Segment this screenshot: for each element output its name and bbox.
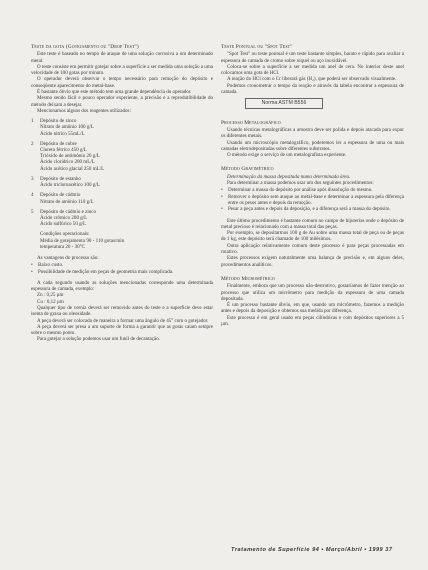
- item-line: Nitrato de amônio 100 g/L: [40, 124, 94, 131]
- item-line: Nitrato de amônio 110 g/L: [40, 198, 94, 205]
- advantages-list: [31, 262, 213, 275]
- paragraph: O operador deverá observar o tempo necessário para remoção do depósito e conseqüente aparecimento do metal-base.: [31, 76, 213, 89]
- left-column: [31, 44, 213, 343]
- item-line: Depósito de estanho: [40, 175, 81, 182]
- procedures-list: [221, 187, 404, 212]
- example-line: Cu : 0,12 µm: [37, 298, 64, 305]
- list-item: • Possibilidade de medição em peças de geometria mais complicada.: [31, 269, 213, 275]
- paragraph: Para gotejar a solução podemos usar um funil de decantação.: [37, 336, 161, 343]
- condition-line: Condições operacionais:: [40, 231, 90, 238]
- paragraph: O método exige o serviço de um metalografista experiente.: [227, 152, 347, 159]
- section-heading-gravimetric: Método Gravimétrico: [221, 166, 274, 173]
- paragraph: Usando técnicas metalográficas a amostra deve ser polida e depois atacada para expor os diferentes metais.: [221, 126, 404, 140]
- list-item: • Remover o depósito sem ataque ao metal-base e determinar a espessura pela diferença entre os pesos antes e depois da remoção.: [221, 194, 404, 207]
- list-item: • Baixo custo.: [31, 262, 213, 268]
- item-line: Depósito de cádmio: [40, 192, 81, 199]
- item-line: Trióxido de antimônio 20 g/L: [40, 153, 100, 160]
- paragraph: Outra aplicação relativamente comum deste processo é para peças processadas em rotativo.: [221, 242, 404, 256]
- list-item: • Pesar a peça antes e depois da deposição, e a diferença será a massa do depósito.: [221, 206, 404, 212]
- paragraph: É um processo bastante óbvio, em que, usando um micrômetro, fazemos a medição antes e depois da deposição e obtemos sua medida por diferença.: [221, 302, 404, 315]
- page-footer: Tratamento de Superfície 94 • Março/Abril • 1999 37: [231, 547, 393, 553]
- paragraph: A reação do HCl com o Cr liberará gás (H₂), que poderá ser observado visualmente.: [227, 76, 397, 83]
- item-line: Ácido crômico 200 g/L: [40, 214, 88, 221]
- reagent-item: [31, 176, 213, 188]
- item-number: 5: [31, 208, 34, 215]
- right-column: [221, 44, 404, 327]
- list-item: • Determinar a massa do depósito por análise após dissolução do mesmo.: [221, 187, 404, 193]
- item-number: 2: [31, 140, 34, 147]
- item-number: 4: [31, 192, 34, 199]
- paragraph: Por exemplo, se depositarmos 100 g de Au sobre uma massa total de peça ou de peças de 1 kg, este depósito será chamado de 100 milésimos.: [221, 230, 404, 243]
- paragraph: Este último procedimento é bastante comum no campo de bijuterias onde o depósito de metal precioso é relacionado com a massa total das peças.: [221, 217, 404, 230]
- paragraph: As vantagens do processo são:: [37, 254, 99, 261]
- item-line: Cloreto férrico 450 g/L: [40, 147, 87, 154]
- item-line: Ácido acético glacial 250 mL/L: [40, 165, 105, 172]
- paragraph: Coloca-se sobre a superfície a ser medida um anel de cera. No interior deste anel colocamos uma gota de HCl.: [221, 63, 404, 77]
- item-line: Ácido sulfúrico 50 g/L: [40, 221, 87, 228]
- paragraph: O teste consiste em permitir gotejar sobre a superfície a ser medida uma solução a uma velocidade de 100 gotas por minuto.: [31, 63, 213, 77]
- condition-line: temperatura 20 - 30°C: [40, 243, 86, 250]
- paragraph: Podemos cronometrar o tempo da reação e através da tabela encontrar a espessura de camada.: [221, 82, 404, 96]
- paragraph: Determinação da massa depositada numa determinada área.: [227, 173, 351, 180]
- reagent-item: [31, 141, 213, 172]
- paragraph: A cada segundo usando as soluções mencionadas corresponde uma determinada espessura de camada, exemplo:: [31, 279, 213, 293]
- paragraph: Este teste é baseado no tempo de ataque de uma solução corrosiva a um determinado metal.: [31, 51, 213, 64]
- paragraph: "Spot Test" ou teste pontual é um teste bastante simples, barato e rápido para avaliar a espessura de camada de cromo sobre níquel ou aço inoxidável.: [221, 51, 404, 64]
- reagent-item: [31, 192, 213, 204]
- item-line: Ácido tricloroacético 100 g/L: [40, 182, 100, 189]
- item-number: 1: [31, 118, 34, 125]
- item-number: 3: [31, 175, 34, 182]
- reagent-item: [31, 118, 213, 137]
- section-heading-micrometric: Método Micrométrico: [221, 275, 275, 282]
- paragraph: Qualquer tipo de verniz deverá ser removido antes do teste e a superfície deve estar isenta de graxa ou oleosidade.: [31, 305, 213, 318]
- paragraph: Usando um microscópio metalográfico, poderemos ler a espessura de uma ou mais camadas eletrodepositadas sobre diferentes substratos.: [221, 139, 404, 152]
- paragraph: Finalmente, embora que um processo não-destrutivo, gostaríamos de fazer menção ao processo que utiliza um micrômetro para medição da espessura de uma camada depositada.: [221, 283, 404, 302]
- item-line: Ácido nítrico 55mL/L: [40, 130, 85, 137]
- condition-line: Média de gotejamento 90 - 110 gotas/min: [40, 237, 125, 244]
- paragraph: Este processo é em geral usado em peças cilíndricas e com depósitos superiores a 5 µm.: [221, 314, 404, 327]
- paragraph: Para determinar a massa podemos usar um dos seguintes procedimentos:: [227, 180, 374, 187]
- section-heading-spot-test: Teste Pontual ou "Spot Test": [221, 44, 293, 50]
- item-line: Depósito de cobre: [40, 140, 77, 147]
- example-line: Zn : 0,25 µm: [37, 292, 64, 299]
- paragraph: Mesmo sendo fácil e pouco operador experiente, a precisão e a reprodutibilidade do método deixam a desejar.: [31, 95, 213, 108]
- item-line: Depósito de cádmio e zinco: [40, 208, 97, 215]
- norm-box: Norma ASTM B556: [245, 98, 323, 108]
- paragraph: A peça deverá ser colocada de maneira a formar uma ângulo de 45° com o gotejador.: [37, 317, 209, 324]
- item-line: Depósito de zinco: [40, 118, 77, 125]
- item-line: Ácido clorídrico 200 mL/L: [40, 159, 95, 166]
- reagent-item: [31, 209, 213, 228]
- paragraph: A peça deverá ser presa a um suporte de forma a garantir que as gotas caiam sempre sobre o mesmo ponto.: [31, 323, 213, 337]
- paragraph: É bastante óbvio que este método tem uma grande dependência do operador.: [37, 89, 192, 96]
- paragraph: Mencionamos alguns dos reagentes utilizados:: [37, 107, 131, 114]
- paragraph: Estes processos exigem naturalmente uma balança de precisão e, em alguns deles, procedimentos analíticos.: [221, 255, 404, 268]
- operating-conditions: [31, 231, 213, 250]
- section-heading-drop-test: Teste da gota (Gotejamento ou "Drop Test"): [31, 44, 139, 50]
- section-heading-metallographic: Processo Metalográfico: [221, 119, 281, 126]
